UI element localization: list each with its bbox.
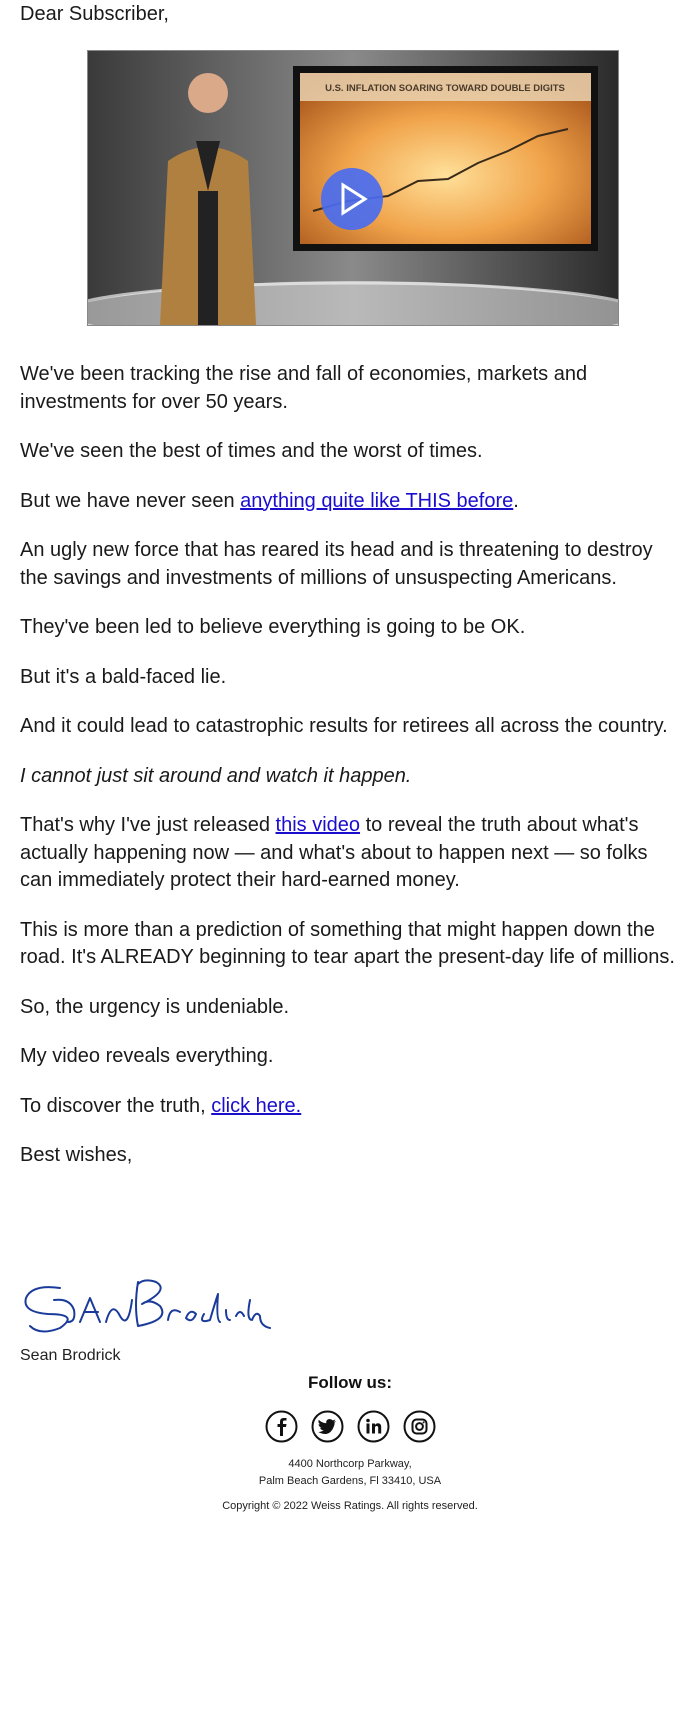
social-links [0,1410,700,1443]
instagram-icon[interactable] [403,1410,436,1443]
paragraph: But we have never seen anything quite like THIS before. [20,489,519,512]
paragraph: An ugly new force that has reared its head and is threatening to destroy the savings and investments of millions of unsuspecting Americans. [20,539,653,589]
linkedin-icon[interactable] [357,1410,390,1443]
message-body [20,361,680,1192]
greeting: Dear Subscriber, [20,3,169,25]
click-here-link[interactable]: click here. [211,1094,302,1117]
inline-link[interactable]: anything quite like THIS before [240,489,514,512]
paragraph: So, the urgency is undeniable. [20,995,290,1018]
video-still [88,51,618,325]
video-thumbnail[interactable] [87,50,619,326]
twitter-icon[interactable] [311,1410,344,1443]
paragraph: We've been tracking the rise and fall of economies, markets and investments for over 50 years. [20,363,588,413]
video-link[interactable]: this video [275,814,361,836]
video-chart-title: U.S. INFLATION SOARING TOWARD DOUBLE DIGITS [325,83,565,94]
play-icon[interactable] [321,168,383,230]
follow-us-heading: Follow us: [307,1373,393,1392]
copyright-notice: Copyright © 2022 Weiss Ratings. All rights reserved. [222,1500,478,1512]
paragraph: Best wishes, [20,1144,133,1166]
signature-image [20,1270,280,1340]
paragraph: They've been led to believe everything is going to be OK. [20,616,526,638]
paragraph: We've seen the best of times and the worst of times. [20,440,483,462]
paragraph: And it could lead to catastrophic results for retirees all across the country. [20,715,668,737]
paragraph: That's why I've just released this video to reveal the truth about what's actually happening now — and what's about to happen next — so folks can immediately protect their hard-earned money. [20,814,648,891]
paragraph: This is more than a prediction of something that might happen down the road. It's ALREADY beginning to tear apart the present-day life of millions. [20,918,675,968]
company-address: 4400 Northcorp Parkway, Palm Beach Gardens, Fl 33410, USA [258,1458,442,1487]
paragraph: I cannot just sit around and watch it happen. [20,764,412,787]
paragraph: But it's a bald-faced lie. [20,665,227,688]
facebook-icon[interactable] [265,1410,298,1443]
paragraph: To discover the truth, click here. [20,1094,302,1117]
paragraph: My video reveals everything. [20,1045,274,1067]
signature-name: Sean Brodrick [20,1347,121,1364]
